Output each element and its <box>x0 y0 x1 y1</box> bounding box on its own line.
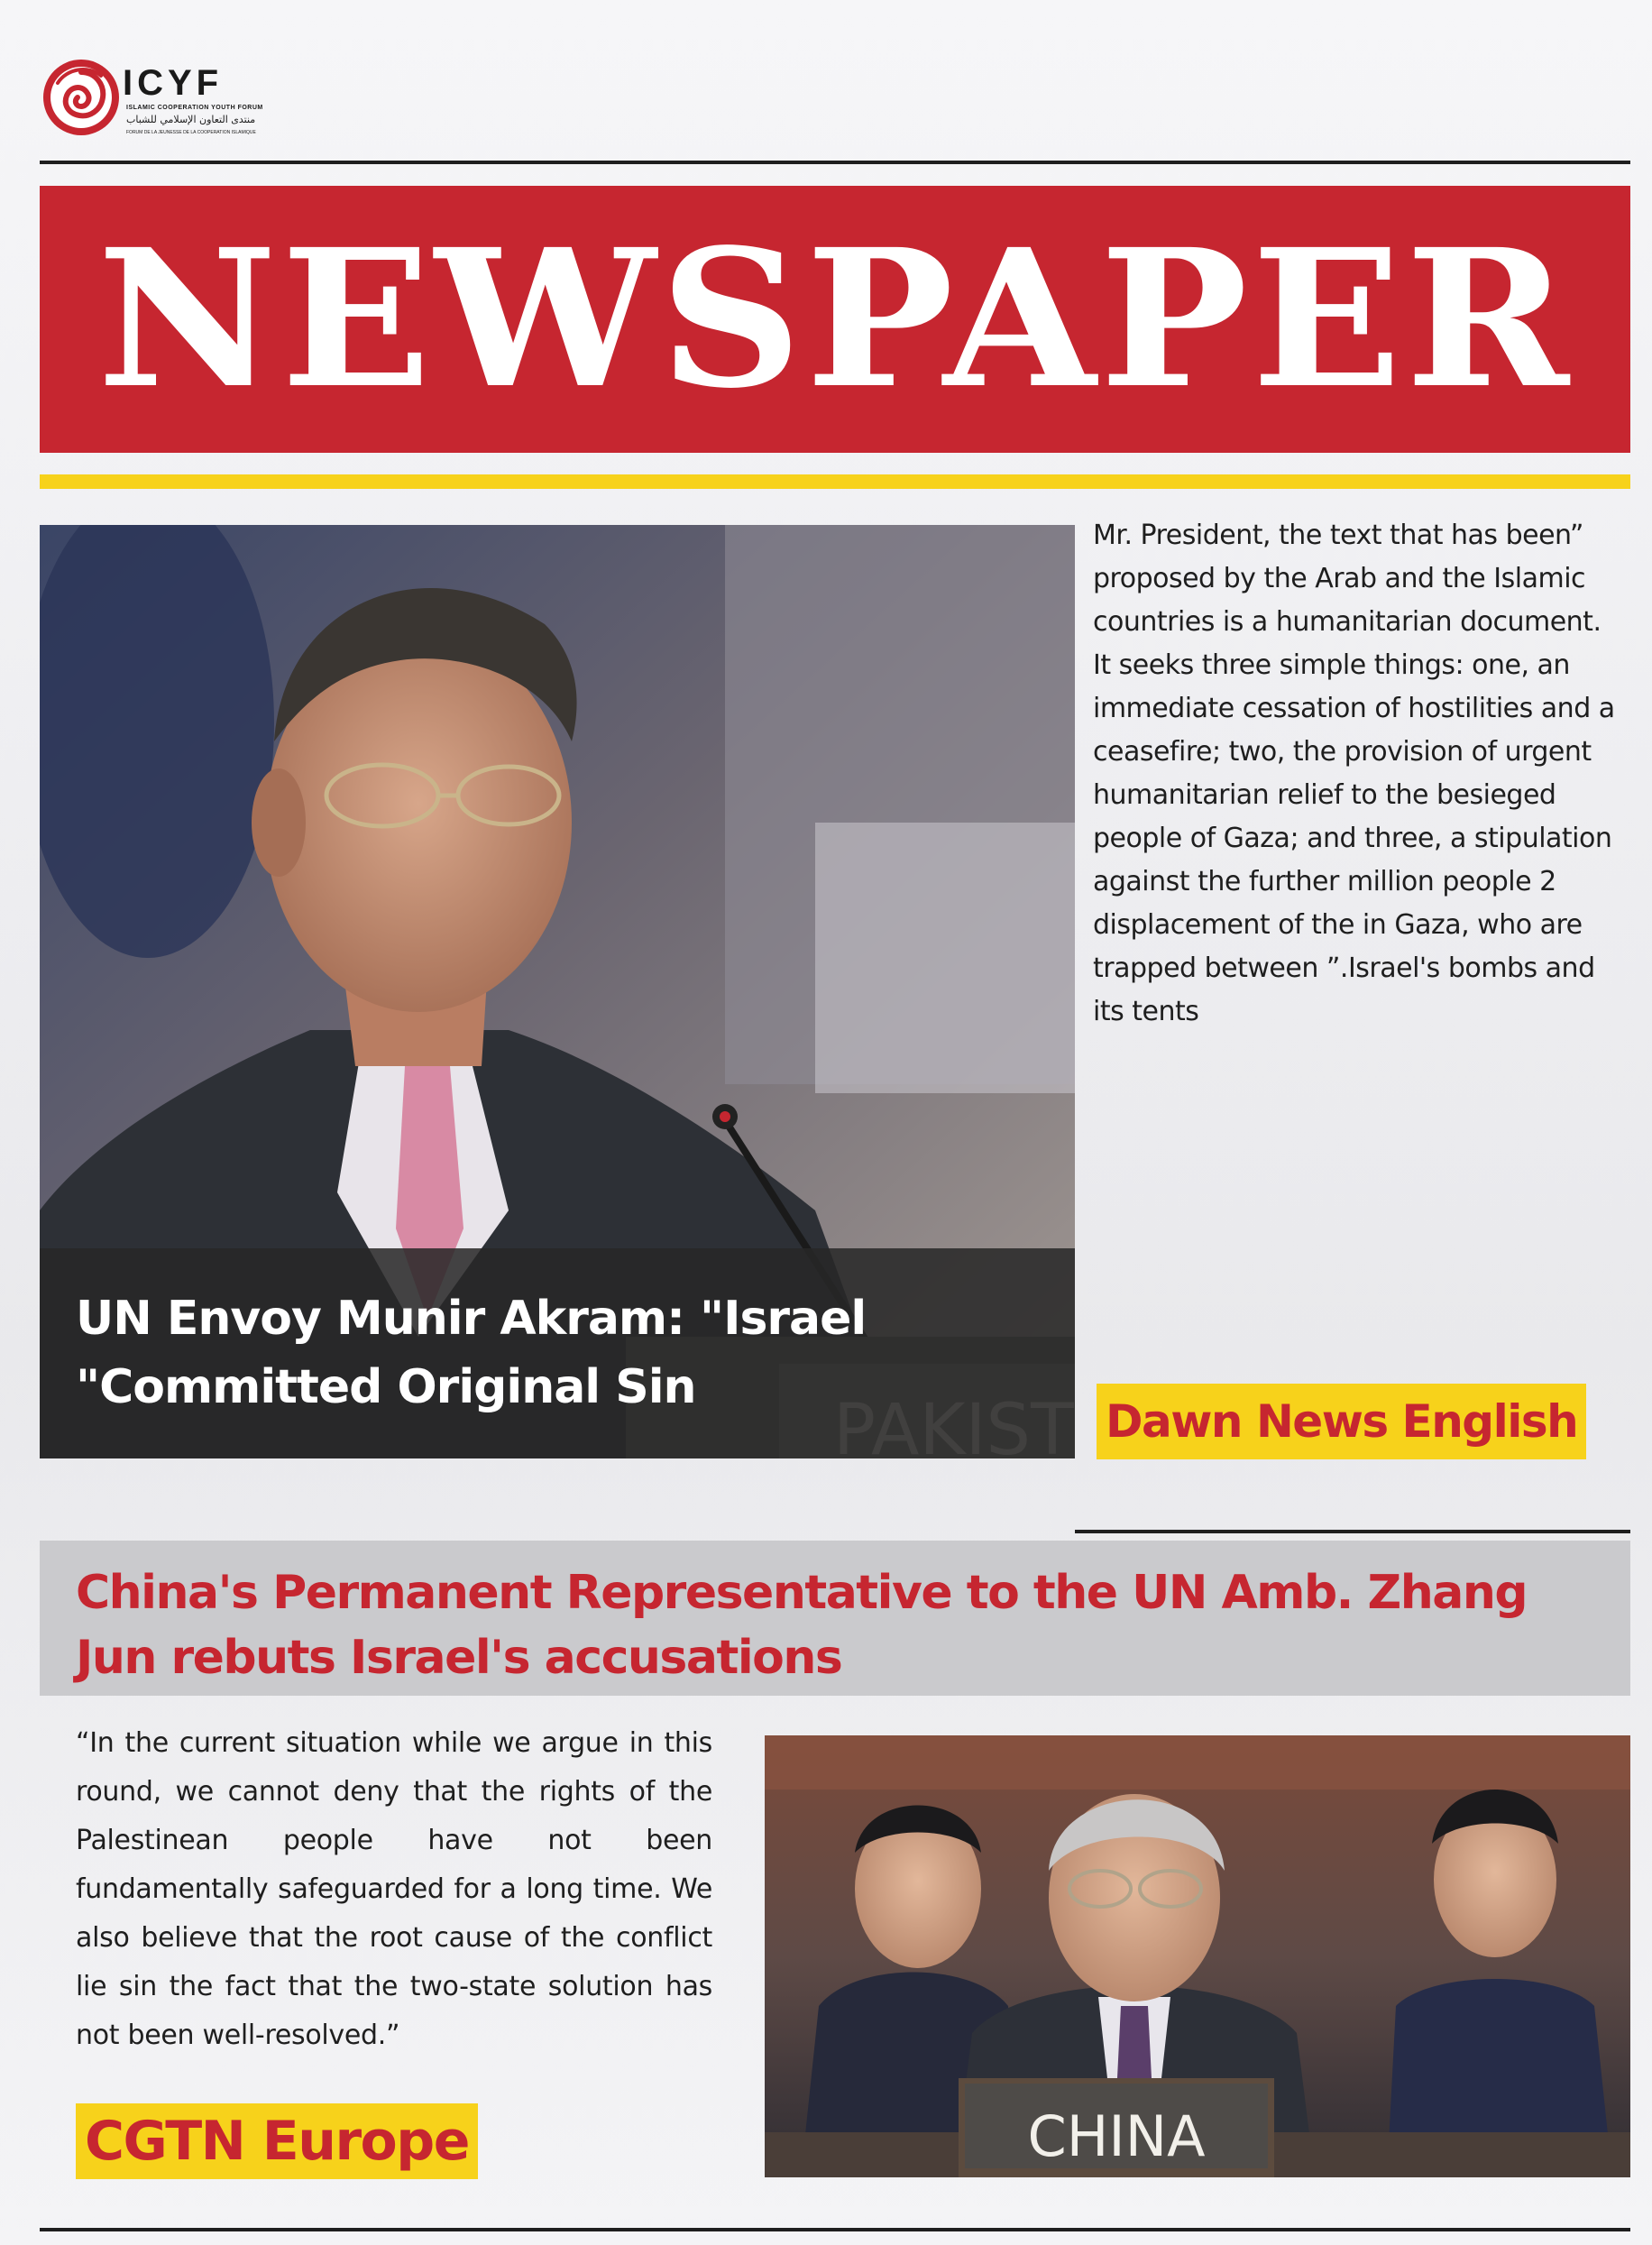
article2-source: CGTN Europe <box>76 2103 478 2179</box>
bottom-divider <box>40 2228 1630 2231</box>
article2-headline-box <box>40 1541 1630 1696</box>
article2-headline: China's Permanent Representative to the UN Amb. Zhang Jun rebuts Israel's accusations <box>76 1566 1528 1685</box>
icyf-emblem-icon <box>40 56 123 139</box>
article2-quote: “In the current situation while we argue in this round, we cannot deny that the rights of the Palestinean people have not been fundamentally safeguarded for a long time. We also believe that the root cause of the conflict lie sin the fact that the two-state solution has not been well-resolved.” <box>76 1727 712 2051</box>
logo-french: FORUM DE LA JEUNESSE DE LA COOPERATION ISLAMIQUE <box>126 130 256 135</box>
zhang-jun-photo-illustration <box>765 1735 1630 2177</box>
article1-caption-box <box>40 1248 1075 1458</box>
masthead <box>40 186 1630 453</box>
photo2-nameplate: CHINA <box>1027 2103 1206 2169</box>
article1-source: Dawn News English <box>1097 1384 1586 1459</box>
icyf-logo <box>40 56 310 146</box>
zhang-jun-photo <box>765 1735 1630 2177</box>
logo-arabic: منتدى التعاون الإسلامي للشباب <box>126 114 256 125</box>
masthead-title: NEWSPAPER <box>96 207 1574 430</box>
logo-subtitle: ISLAMIC COOPERATION YOUTH FORUM <box>126 105 263 111</box>
middle-divider <box>1075 1530 1630 1533</box>
top-divider <box>40 161 1630 164</box>
article1-caption: UN Envoy Munir Akram: "Israel "Committed Original Sin <box>76 1292 867 1414</box>
article1-quote: Mr. President, the text that has been” proposed by the Arab and the Islamic countries is a humanitarian document. It seeks three simple things: one, an immediate cessation of hostilities and a ceasefire; two, the provision of urgent humanitarian relief to the besieged people of Gaza; and three, a stipulation against the further million people 2 displacement of the in Gaza, who are trapped between ”.Israel's bombs and its tents <box>1093 520 1615 1027</box>
masthead-underline <box>40 474 1630 489</box>
logo-title: ICYF <box>123 63 224 103</box>
